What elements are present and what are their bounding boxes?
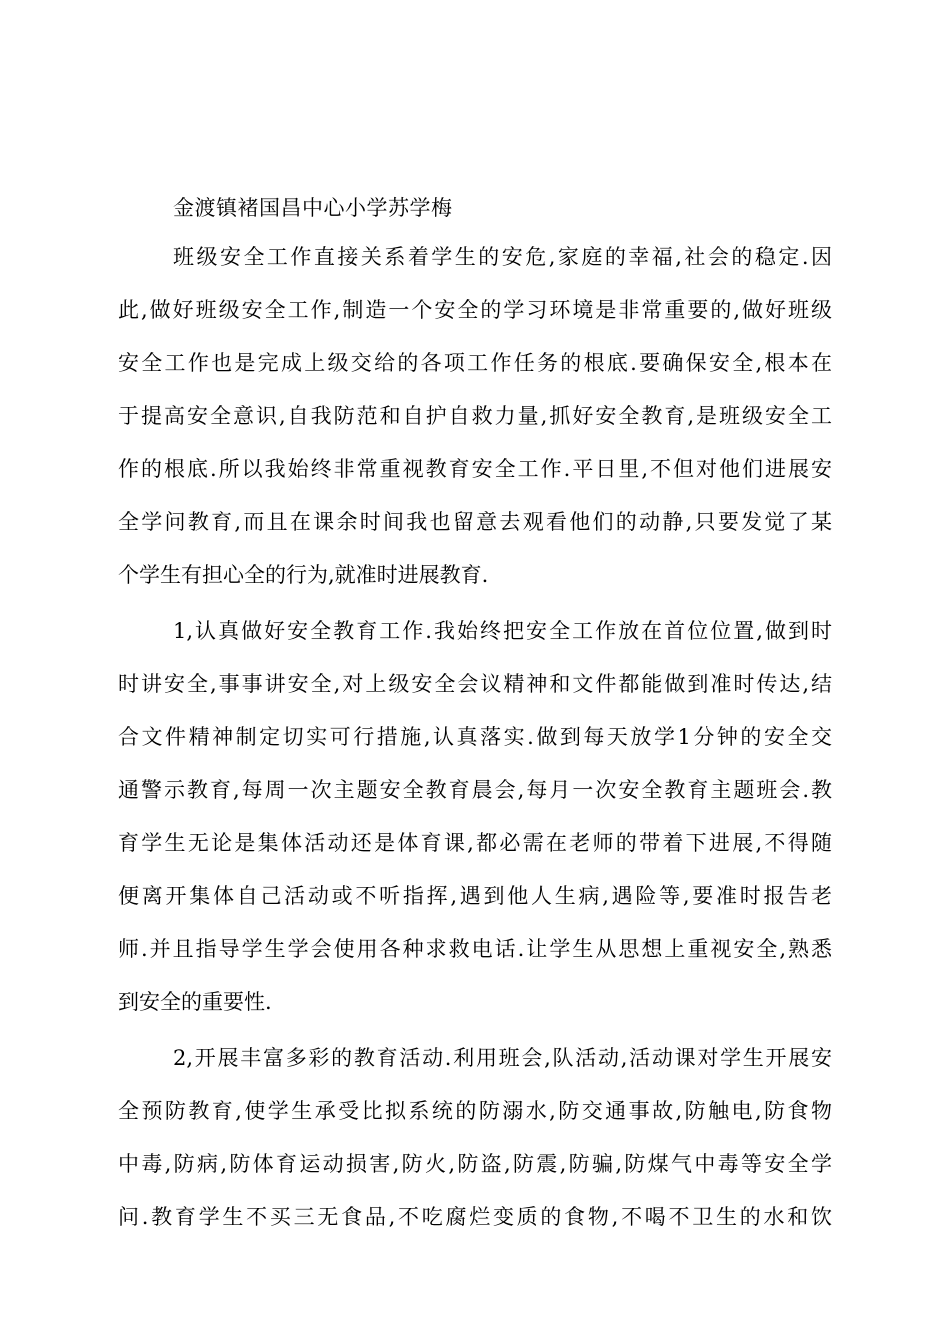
paragraph-2-line-4: 通警示教育,每周一次主题安全教育晨会,每月一次安全教育主题班会.教 <box>118 778 832 802</box>
paragraph-3-line-1: 2,开展丰富多彩的教育活动.利用班会,队活动,活动课对学生开展安 <box>173 1046 832 1070</box>
paragraph-1-line-4: 于提高安全意识,自我防范和自护自救力量,抓好安全教育,是班级安全工 <box>118 404 832 428</box>
paragraph-1-line-5: 作的根底.所以我始终非常重视教育安全工作.平日里,不但对他们进展安 <box>118 457 832 481</box>
paragraph-1-line-1: 班级安全工作直接关系着学生的安危,家庭的幸福,社会的稳定.因 <box>173 245 832 269</box>
paragraph-2-line-7: 师.并且指导学生学会使用各种求救电话.让学生从思想上重视安全,熟悉 <box>118 937 832 961</box>
paragraph-2-line-8: 到安全的重要性. <box>118 990 272 1014</box>
paragraph-3-line-2: 全预防教育,使学生承受比拟系统的防溺水,防交通事故,防触电,防食物 <box>118 1099 832 1123</box>
paragraph-2-line-1: 1,认真做好安全教育工作.我始终把安全工作放在首位位置,做到时 <box>173 619 832 643</box>
paragraph-1-line-7: 个学生有担心全的行为,就准时进展教育. <box>118 563 489 587</box>
paragraph-2-line-6: 便离开集体自己活动或不听指挥,遇到他人生病,遇险等,要准时报告老 <box>118 884 832 908</box>
paragraph-2-line-2: 时讲安全,事事讲安全,对上级安全会议精神和文件都能做到准时传达,结 <box>118 672 832 696</box>
paragraph-3-line-3: 中毒,防病,防体育运动损害,防火,防盗,防震,防骗,防煤气中毒等安全学 <box>118 1152 832 1176</box>
paragraph-2-line-5: 育学生无论是集体活动还是体育课,都必需在老师的带着下进展,不得随 <box>118 831 832 855</box>
paragraph-1-line-6: 全学问教育,而且在课余时间我也留意去观看他们的动静,只要发觉了某 <box>118 510 832 534</box>
paragraph-3-line-4: 问.教育学生不买三无食品,不吃腐烂变质的食物,不喝不卫生的水和饮 <box>118 1205 832 1229</box>
author-line: 金渡镇褚国昌中心小学苏学梅 <box>173 196 453 220</box>
paragraph-1-line-3: 安全工作也是完成上级交给的各项工作任务的根底.要确保安全,根本在 <box>118 351 832 375</box>
paragraph-1-line-2: 此,做好班级安全工作,制造一个安全的学习环境是非常重要的,做好班级 <box>118 298 832 322</box>
paragraph-2-line-3: 合文件精神制定切实可行措施,认真落实.做到每天放学1分钟的安全交 <box>118 725 832 749</box>
